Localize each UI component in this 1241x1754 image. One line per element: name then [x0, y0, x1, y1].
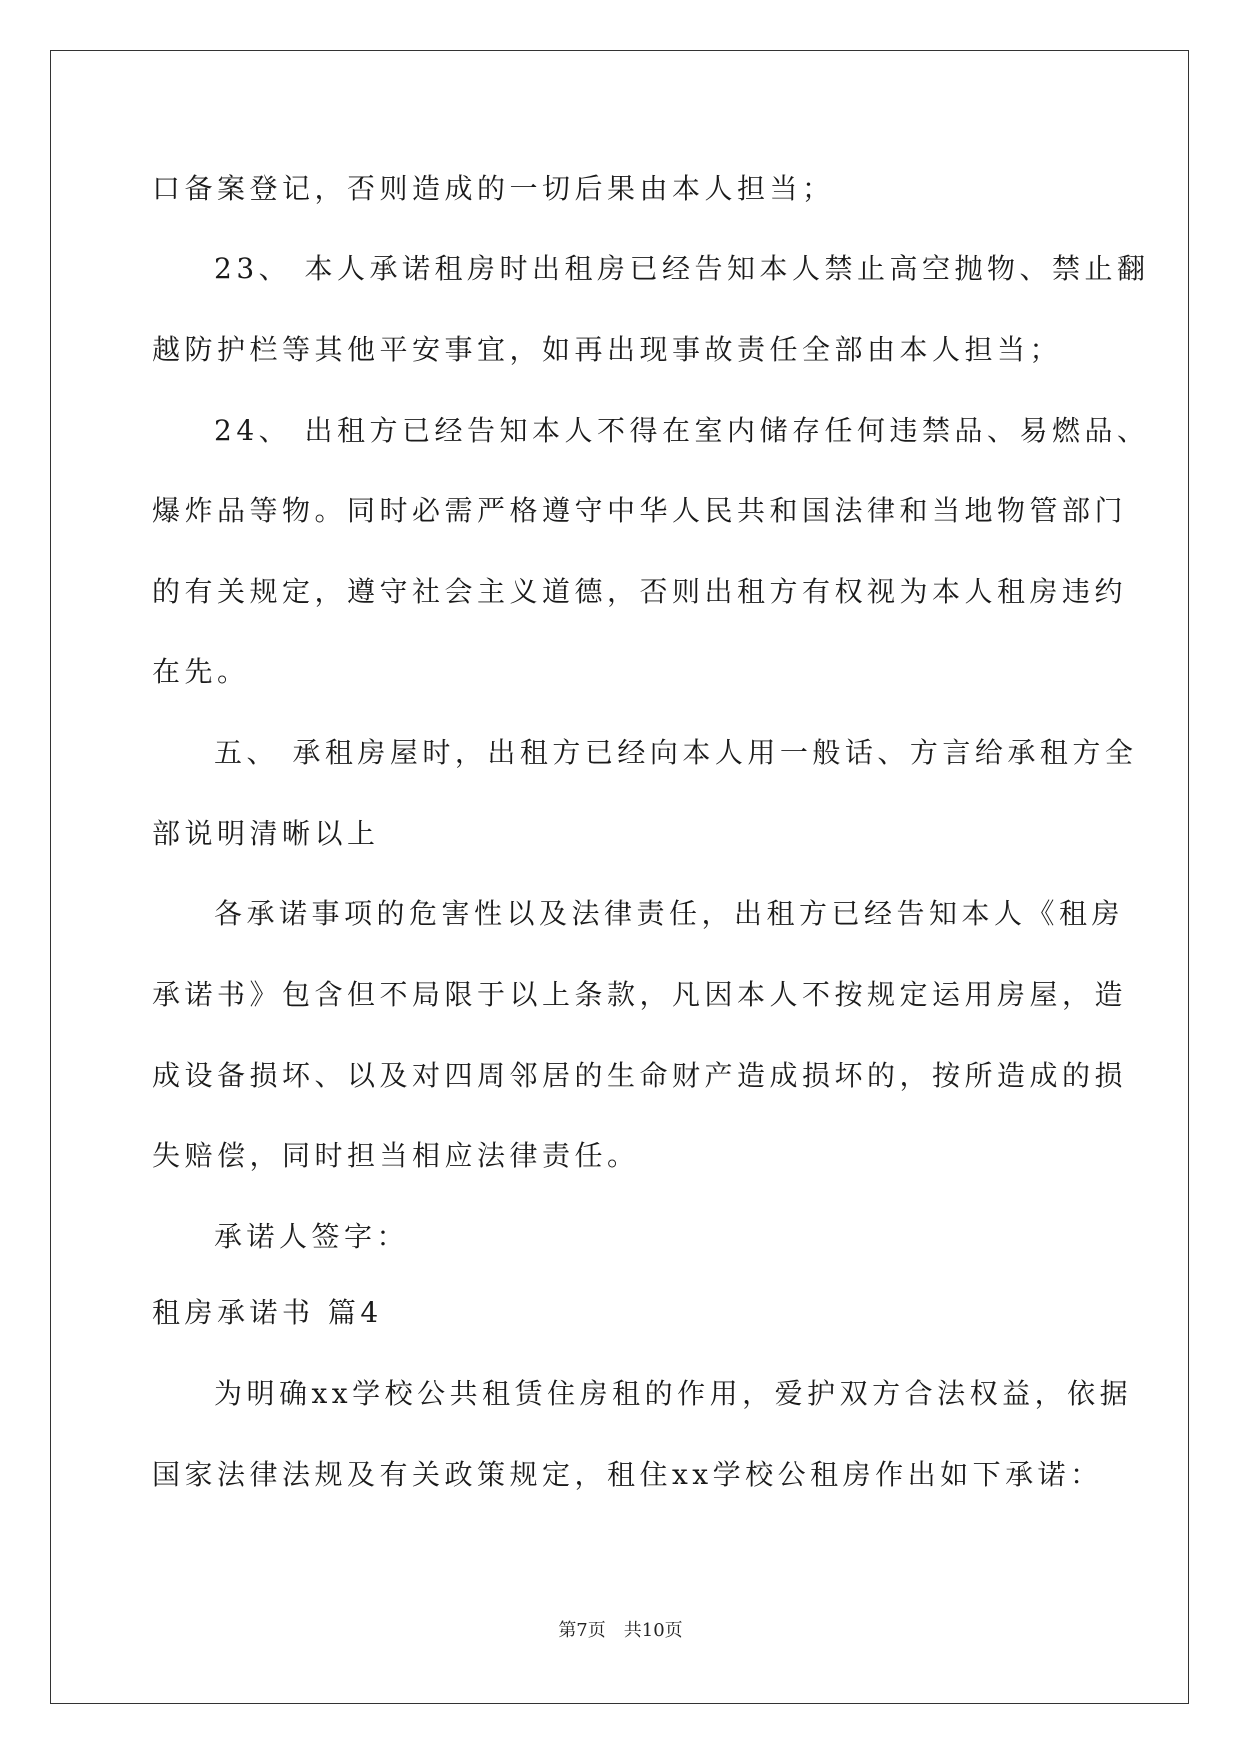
- text-line: 爆炸品等物。同时必需严格遵守中华人民共和国法律和当地物管部门: [152, 494, 1128, 527]
- text-line: 口备案登记，否则造成的一切后果由本人担当；: [152, 172, 835, 205]
- page-number-footer: 第7页 共10页: [558, 1620, 683, 1641]
- clause-five-line: 五、 承租房屋时，出租方已经向本人用一般话、方言给承租方全: [214, 736, 1138, 769]
- clause-24-line: 24、 出租方已经告知本人不得在室内储存任何违禁品、易燃品、: [214, 414, 1150, 447]
- text-line: 成设备损坏、以及对四周邻居的生命财产造成损坏的，按所造成的损: [152, 1059, 1128, 1092]
- text-line: 承诺书》包含但不局限于以上条款，凡因本人不按规定运用房屋，造: [152, 978, 1128, 1011]
- section-heading: 租房承诺书 篇4: [152, 1296, 383, 1329]
- text-line: 在先。: [152, 655, 250, 688]
- text-line: 越防护栏等其他平安事宜，如再出现事故责任全部由本人担当；: [152, 333, 1063, 366]
- paragraph-line: 为明确xx学校公共租赁住房租的作用，爱护双方合法权益，依据: [214, 1377, 1133, 1410]
- text-line: 失赔偿，同时担当相应法律责任。: [152, 1139, 640, 1172]
- text-line: 国家法律法规及有关政策规定，租住xx学校公租房作出如下承诺：: [152, 1458, 1103, 1491]
- text-line: 的有关规定，遵守社会主义道德，否则出租方有权视为本人租房违约: [152, 575, 1128, 608]
- paragraph-line: 各承诺事项的危害性以及法律责任，出租方已经告知本人《租房: [214, 897, 1125, 930]
- clause-23-line: 23、 本人承诺租房时出租房已经告知本人禁止高空抛物、禁止翻: [214, 252, 1150, 285]
- signature-label: 承诺人签字：: [214, 1220, 410, 1253]
- text-line: 部说明清晰以上: [152, 817, 380, 850]
